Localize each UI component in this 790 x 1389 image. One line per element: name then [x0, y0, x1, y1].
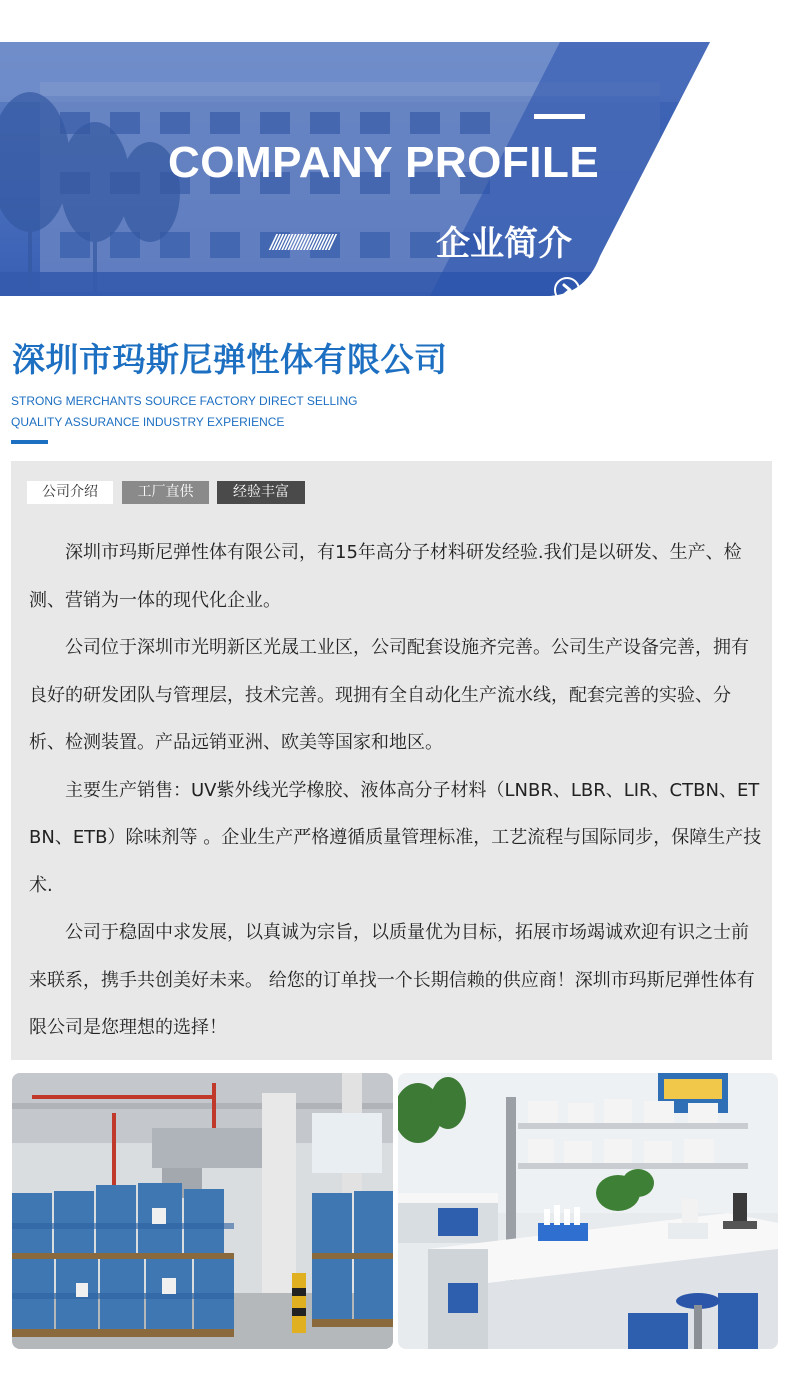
intro-paragraph: 公司位于深圳市光明新区光晟工业区，公司配套设施齐完善。公司生产设备完善，拥有良好的研发团队与管理层，技术完善。现拥有全自动化生产流水线，配套完善的实验、分析、检测装置。产品远销亚洲、欧美等国家和地区。 [29, 637, 749, 753]
banner-title: COMPANY PROFILE [168, 138, 600, 187]
intro-paragraph: 主要生产销售：UV紫外线光学橡胶、液体高分子材料（LNBR、LBR、LIR、CTBN、ETBN、ETB）除味剂等 。企业生产严格遵循质量管理标准，工艺流程与国际同步，保障生产技术. [29, 779, 762, 896]
chevron-right-icon [560, 283, 574, 296]
tab-company-intro[interactable]: 公司介绍 [27, 481, 113, 504]
laboratory-photo [398, 1073, 778, 1349]
hero-banner [0, 42, 710, 296]
intro-text [29, 529, 765, 1052]
laboratory-image [398, 1073, 778, 1349]
warehouse-photo [12, 1073, 393, 1349]
tab-experience[interactable]: 经验丰富 [217, 481, 305, 504]
company-intro-panel [11, 461, 772, 1060]
banner-arrow-button[interactable] [554, 277, 580, 296]
warehouse-image [12, 1073, 393, 1349]
slogan-line-2: QUALITY ASSURANCE INDUSTRY EXPERIENCE [11, 415, 285, 429]
banner-slash-decoration: //////////////////// [270, 230, 333, 255]
slogan-line-1: STRONG MERCHANTS SOURCE FACTORY DIRECT SELLING [11, 394, 358, 408]
tab-factory-direct[interactable]: 工厂直供 [122, 481, 209, 504]
intro-paragraph: 深圳市玛斯尼弹性体有限公司，有15年高分子材料研发经验.我们是以研发、生产、检测、营销为一体的现代化企业。 [29, 542, 742, 611]
banner-accent-line [534, 114, 585, 119]
company-name-heading: 深圳市玛斯尼弹性体有限公司 [12, 340, 448, 379]
banner-subtitle: 企业简介 [436, 224, 572, 264]
intro-paragraph: 公司于稳固中求发展，以真诚为宗旨，以质量优为目标，拓展市场竭诚欢迎有识之士前来联系，携手共创美好未来。 给您的订单找一个长期信赖的供应商！深圳市玛斯尼弹性体有限公司是您理想的选择！ [29, 922, 755, 1038]
heading-accent-bar [11, 440, 48, 444]
